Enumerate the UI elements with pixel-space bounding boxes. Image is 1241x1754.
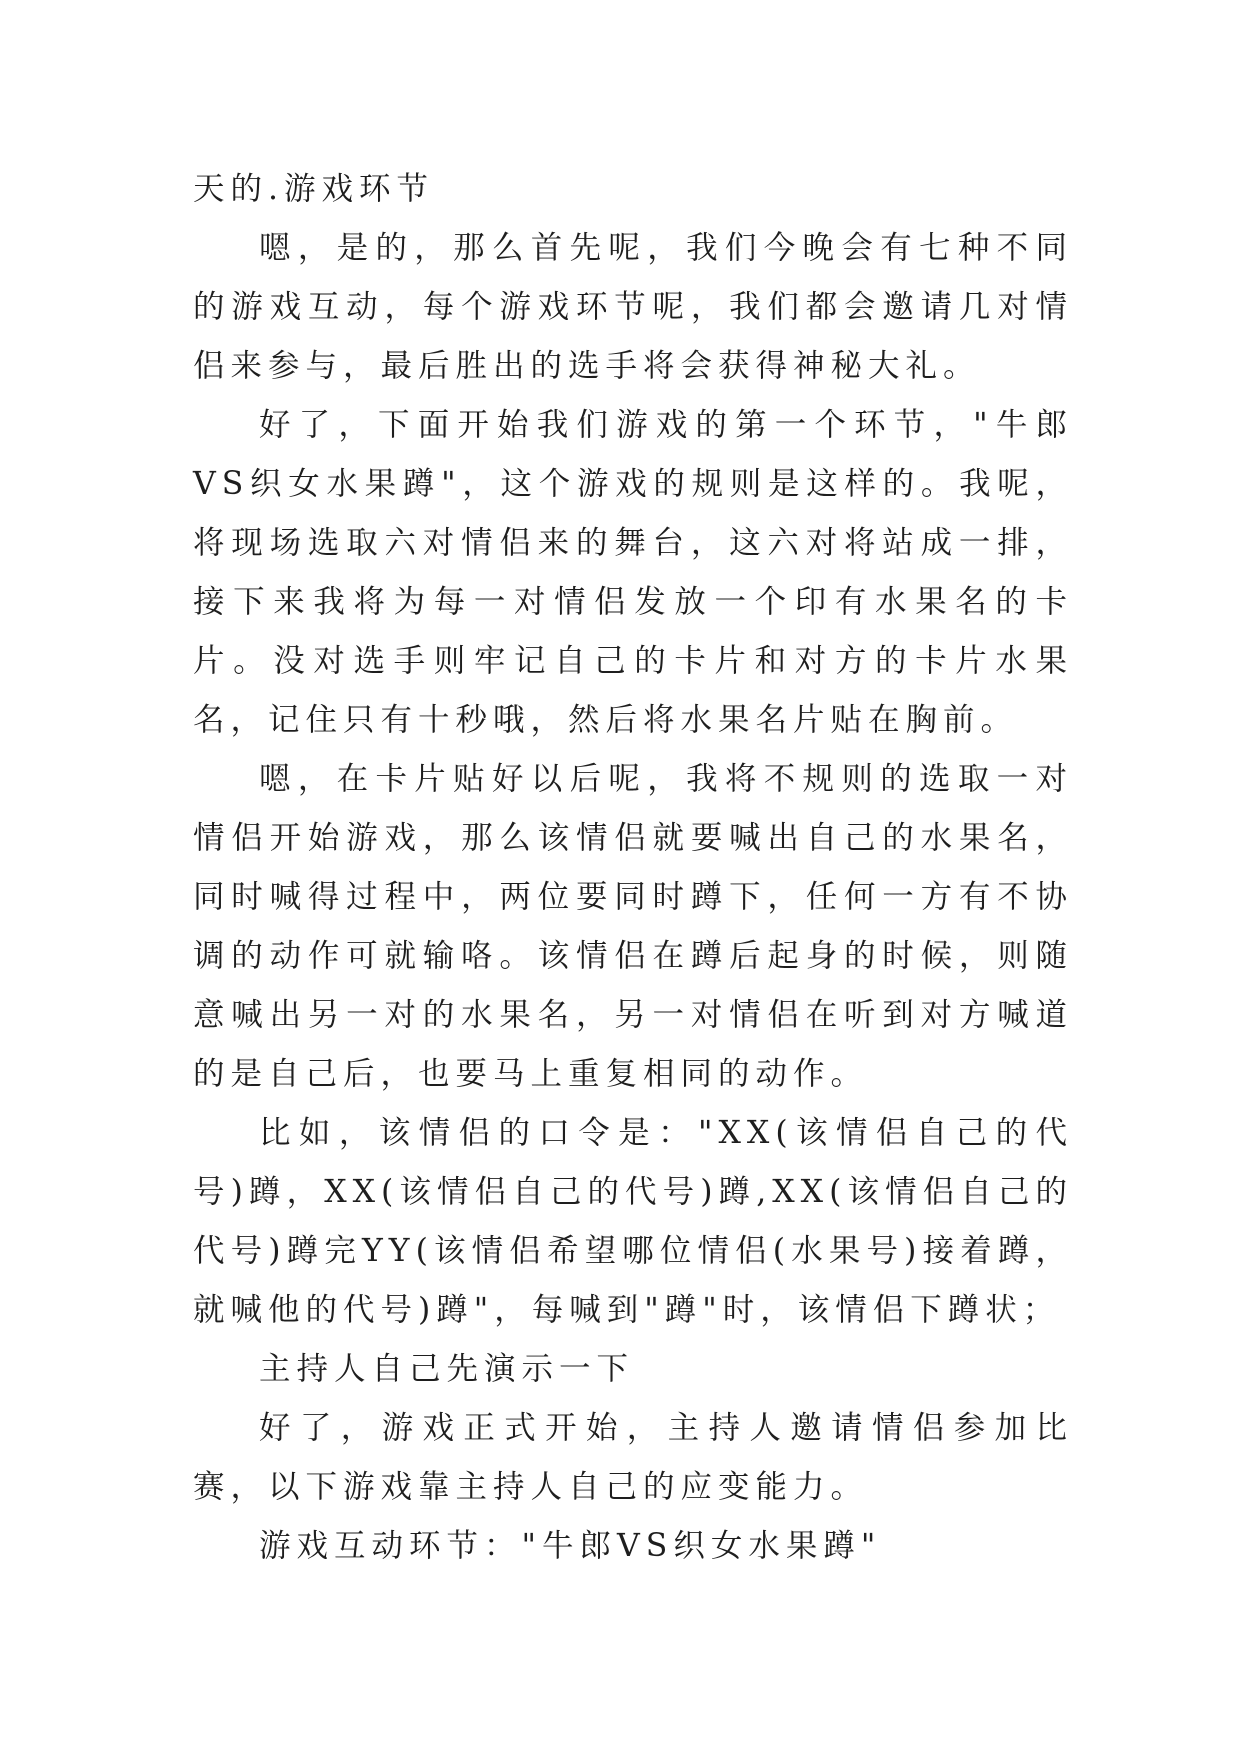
document-body [193,160,1073,1576]
paragraph-2: 嗯，是的，那么首先呢，我们今晚会有七种不同的游戏互动，每个游戏环节呢，我们都会邀请几对情侣来参与，最后胜出的选手将会获得神秘大礼。 [193,230,1073,384]
paragraph-5: 比如，该情侣的口令是："XX(该情侣自己的代号)蹲，XX(该情侣自己的代号)蹲,XX(该情侣自己的代号)蹲完YY(该情侣希望哪位情侣(水果号)接着蹲，就喊他的代号)蹲"，每喊到"蹲"时，该情侣下蹲状； [193,1115,1073,1328]
paragraph-1: 天的.游戏环节 [193,171,435,207]
paragraph-3: 好了，下面开始我们游戏的第一个环节，"牛郎VS织女水果蹲"，这个游戏的规则是这样的。我呢，将现场选取六对情侣来的舞台，这六对将站成一排，接下来我将为每一对情侣发放一个印有水果名的卡片。没对选手则牢记自己的卡片和对方的卡片水果名，记住只有十秒哦，然后将水果名片贴在胸前。 [193,407,1073,738]
paragraph-4: 嗯，在卡片贴好以后呢，我将不规则的选取一对情侣开始游戏，那么该情侣就要喊出自己的水果名，同时喊得过程中，两位要同时蹲下，任何一方有不协调的动作可就输咯。该情侣在蹲后起身的时候，则随意喊出另一对的水果名，另一对情侣在听到对方喊道的是自己后，也要马上重复相同的动作。 [193,761,1073,1092]
paragraph-6: 主持人自己先演示一下 [259,1351,635,1387]
paragraph-8: 游戏互动环节："牛郎VS织女水果蹲" [259,1528,882,1564]
paragraph-7: 好了，游戏正式开始，主持人邀请情侣参加比赛，以下游戏靠主持人自己的应变能力。 [193,1410,1073,1505]
